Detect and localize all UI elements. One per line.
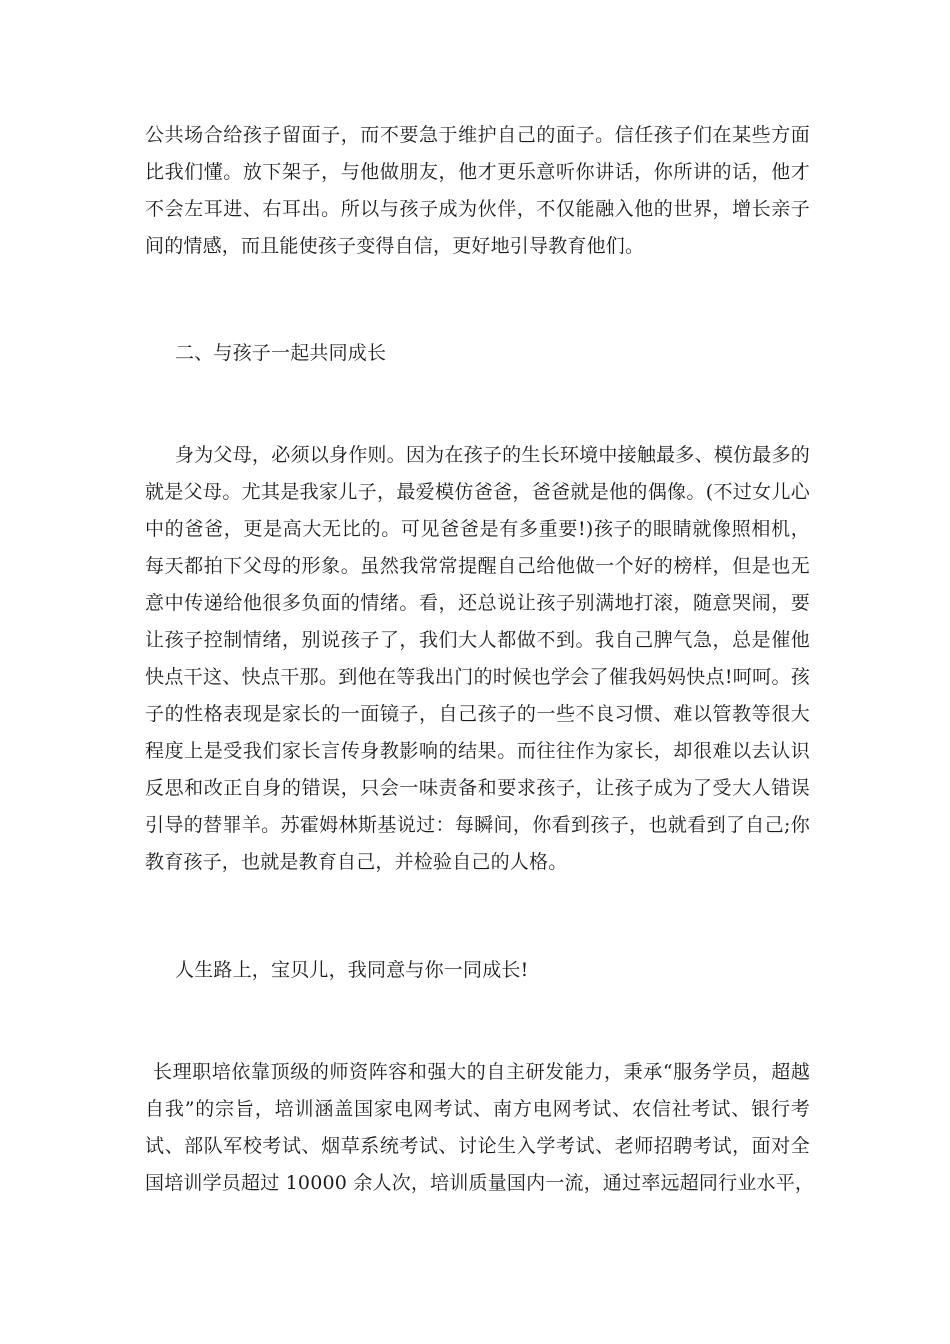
text-line: 快点干这、快点干那。到他在等我出门的时候也学会了催我妈妈快点!呵呵。孩: [145, 666, 810, 688]
paragraph-training-promo: [145, 1054, 815, 1202]
text-line: 国培训学员超过 10000 余人次，培训质量国内一流，通过率远超同行业水平，: [145, 1172, 815, 1194]
text-line: 意中传递给他很多负面的情绪。看，还总说让孩子别满地打滚，随意哭闹，要: [145, 592, 810, 614]
text-line: 不会左耳进、右耳出。所以与孩子成为伙伴，不仅能融入他的世界，增长亲子: [145, 198, 810, 220]
text-line: 教育孩子，也就是教育自己，并检验自己的人格。: [145, 851, 568, 873]
text-line: 中的爸爸，更是高大无比的。可见爸爸是有多重要!)孩子的眼睛就像照相机，: [145, 518, 810, 540]
text-line: 就是父母。尤其是我家儿子，最爱模仿爸爸，爸爸就是他的偶像。(不过女儿心: [145, 481, 810, 503]
text-line: 比我们懂。放下架子，与他做朋友，他才更乐意听你讲话，你所讲的话，他才: [145, 161, 810, 183]
text-line: 自我”的宗旨，培训涵盖国家电网考试、南方电网考试、农信社考试、银行考: [145, 1098, 810, 1120]
text-line: 反思和改正自身的错误，只会一味责备和要求孩子，让孩子成为了受大人错误: [145, 777, 810, 799]
text-line: 间的情感，而且能使孩子变得自信，更好地引导教育他们。: [145, 235, 645, 257]
section-heading: 二、与孩子一起共同成长: [175, 342, 387, 364]
paragraph-parent-child-partnership: [145, 117, 810, 265]
text-line: 引导的替罪羊。苏霍姆林斯基说过：每瞬间，你看到孩子，也就看到了自己;你: [145, 814, 810, 836]
text-line: 让孩子控制情绪，别说孩子了，我们大人都做不到。我自己脾气急，总是催他: [145, 629, 810, 651]
paragraph-lead-by-example: [145, 437, 810, 881]
text-line: 长理职培依靠顶级的师资阵容和强大的自主研发能力，秉承“服务学员，超越: [153, 1061, 810, 1083]
text-line: 每天都拍下父母的形象。虽然我常常提醒自己给他做一个好的榜样，但是也无: [145, 555, 810, 577]
text-line: 子的性格表现是家长的一面镜子，自己孩子的一些不良习惯、难以管教等很大: [145, 703, 810, 725]
text-line: 身为父母，必须以身作则。因为在孩子的生长环境中接触最多、模仿最多的: [175, 444, 810, 466]
paragraph-grow-together: 人生路上，宝贝儿，我同意与你一同成长!: [175, 959, 529, 981]
text-line: 程度上是受我们家长言传身教影响的结果。而往往作为家长，却很难以去认识: [145, 740, 810, 762]
text-line: 试、部队军校考试、烟草系统考试、讨论生入学考试、老师招聘考试，面对全: [145, 1135, 810, 1157]
text-line: 公共场合给孩子留面子，而不要急于维护自己的面子。信任孩子们在某些方面: [145, 124, 810, 146]
